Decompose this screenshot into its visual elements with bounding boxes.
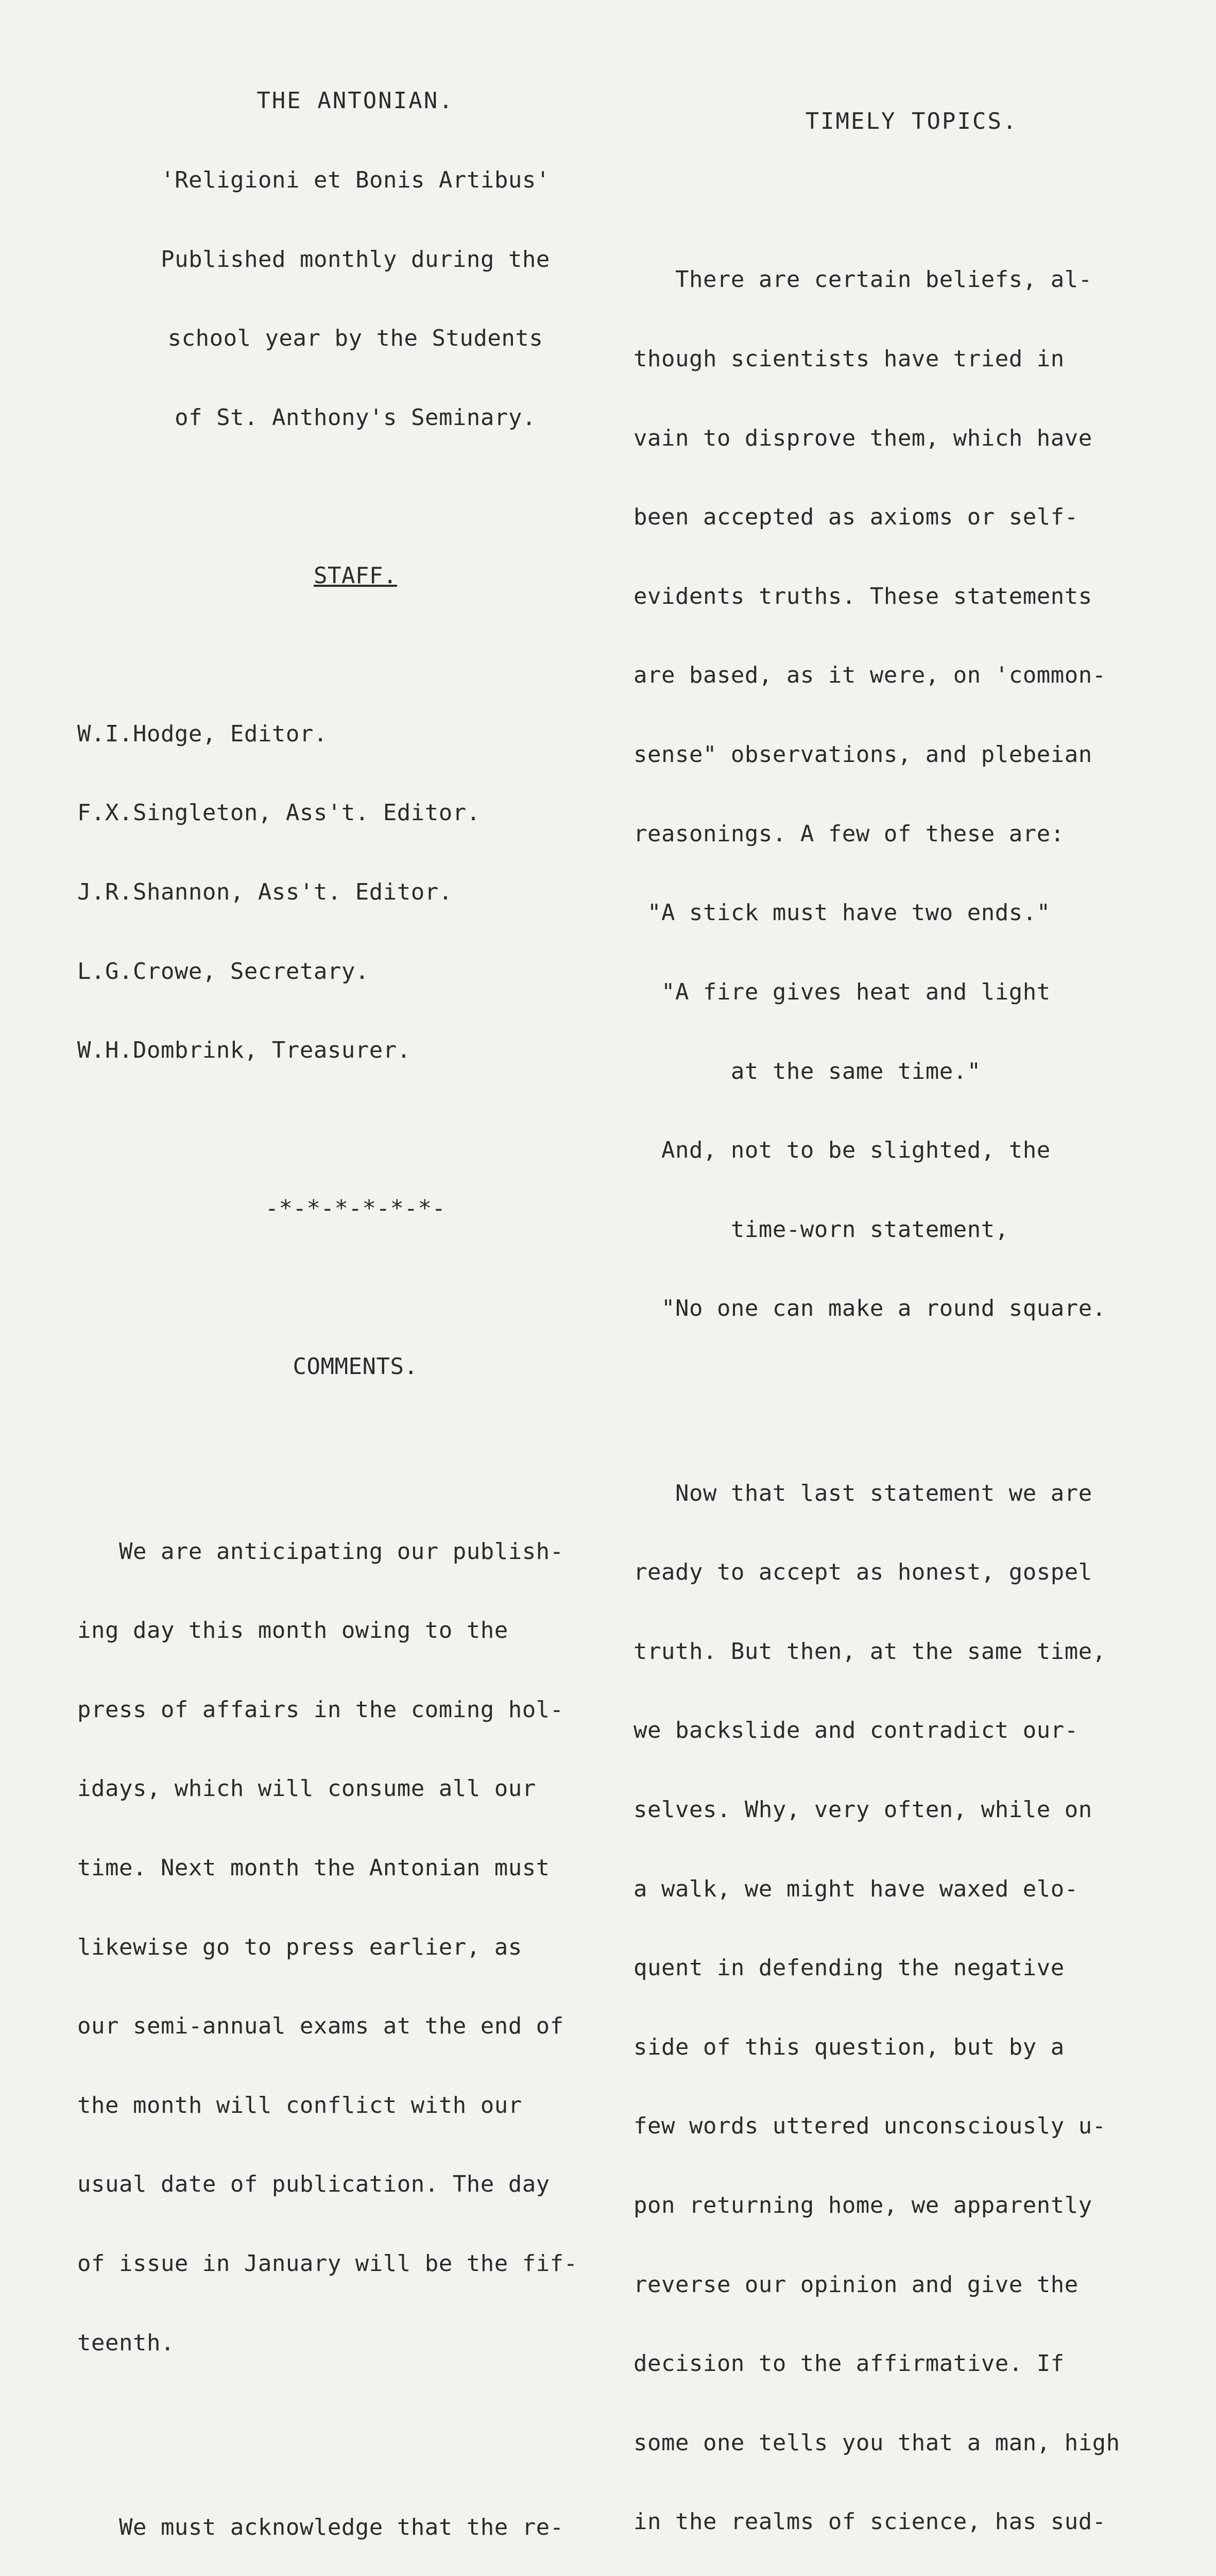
text-line: in the realms of science, has sud- bbox=[633, 2509, 1106, 2535]
text-line: usual date of publication. The day bbox=[77, 2171, 550, 2198]
text-line: reverse our opinion and give the bbox=[633, 2271, 1078, 2298]
text-line: ready to accept as honest, gospel bbox=[633, 1559, 1092, 1586]
text-line: the month will conflict with our bbox=[77, 2092, 522, 2119]
text-line: of issue in January will be the fif- bbox=[77, 2250, 578, 2277]
comments-heading: COMMENTS. bbox=[293, 1353, 418, 1380]
text-line: side of this question, but by a bbox=[633, 2033, 1065, 2060]
text-line: "A stick must have two ends." bbox=[633, 900, 1051, 926]
text-line: reasonings. A few of these are: bbox=[633, 820, 1065, 847]
text-line: We are anticipating our publish- bbox=[77, 1538, 564, 1565]
text-line: Now that last statement we are bbox=[633, 1480, 1092, 1506]
text-line: some one tells you that a man, high bbox=[633, 2429, 1120, 2456]
text-line: been accepted as axioms or self- bbox=[633, 504, 1078, 531]
masthead-title: THE ANTONIAN. bbox=[256, 88, 454, 114]
text-line: we backslide and contradict our- bbox=[633, 1717, 1078, 1744]
text-line: idays, which will consume all our bbox=[77, 1775, 536, 1802]
text-line: "A fire gives heat and light bbox=[633, 978, 1051, 1005]
staff-member: W.I.Hodge, Editor. bbox=[77, 720, 328, 747]
text-line: "No one can make a round square. bbox=[633, 1295, 1106, 1322]
staff-heading: STAFF. bbox=[314, 562, 397, 589]
text-line: press of affairs in the coming hol- bbox=[77, 1696, 564, 1723]
text-line: time-worn statement, bbox=[633, 1216, 1009, 1243]
right-column bbox=[633, 56, 1190, 2576]
staff-member: F.X.Singleton, Ass't. Editor. bbox=[77, 800, 481, 826]
text-line: pon returning home, we apparently bbox=[633, 2192, 1092, 2219]
text-line: We must acknowledge that the re- bbox=[77, 2514, 564, 2540]
text-line: few words uttered unconsciously u- bbox=[633, 2113, 1106, 2140]
masthead-motto: 'Religioni et Bonis Artibus' bbox=[161, 167, 550, 194]
text-line: though scientists have tried in bbox=[633, 346, 1065, 372]
staff-member: L.G.Crowe, Secretary. bbox=[77, 958, 369, 985]
text-line: likewise go to press earlier, as bbox=[77, 1934, 522, 1960]
timely-heading: TIMELY TOPICS. bbox=[805, 108, 1018, 135]
text-line: evidents truths. These statements bbox=[633, 583, 1092, 609]
divider: -*-*-*-*-*-*- bbox=[265, 1195, 446, 1222]
text-line: There are certain beliefs, al- bbox=[633, 266, 1092, 293]
masthead-line: Published monthly during the bbox=[161, 246, 550, 273]
text-line: And, not to be slighted, the bbox=[633, 1137, 1051, 1164]
text-line: teenth. bbox=[77, 2329, 175, 2356]
text-line: truth. But then, at the same time, bbox=[633, 1638, 1106, 1665]
text-line: vain to disprove them, which have bbox=[633, 425, 1092, 451]
text-line: at the same time." bbox=[633, 1058, 981, 1084]
text-line: quent in defending the negative bbox=[633, 1955, 1065, 1981]
staff-member: J.R.Shannon, Ass't. Editor. bbox=[77, 879, 453, 906]
left-column bbox=[77, 35, 633, 2576]
text-line: sense" observations, and plebeian bbox=[633, 741, 1092, 768]
text-line: a walk, we might have waxed elo- bbox=[633, 1875, 1078, 1902]
text-line: selves. Why, very often, while on bbox=[633, 1797, 1092, 1823]
text-line: our semi-annual exams at the end of bbox=[77, 2013, 564, 2040]
text-line: are based, as it were, on 'common- bbox=[633, 662, 1106, 689]
text-line: time. Next month the Antonian must bbox=[77, 1855, 550, 1881]
text-line: ing day this month owing to the bbox=[77, 1617, 508, 1644]
text-line: decision to the affirmative. If bbox=[633, 2350, 1065, 2377]
masthead-line: school year by the Students bbox=[167, 325, 543, 352]
masthead-line: of St. Anthony's Seminary. bbox=[175, 404, 536, 431]
staff-member: W.H.Dombrink, Treasurer. bbox=[77, 1037, 411, 1064]
